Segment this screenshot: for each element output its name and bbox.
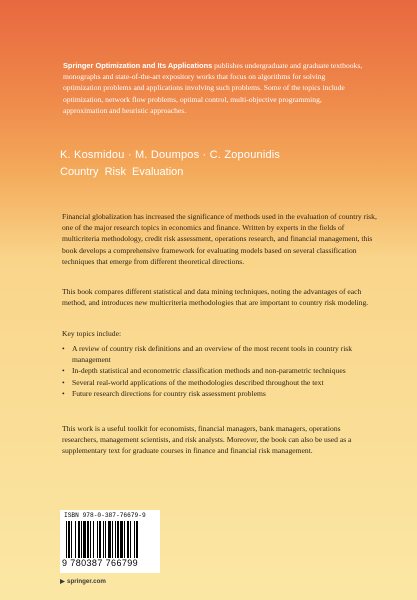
bullet-icon: • [62,377,65,387]
authors-line: K. Kosmidou · M. Doumpos · C. Zopounidis [60,149,281,161]
publisher-link[interactable] [60,578,106,585]
list-item [62,343,382,365]
ean-number: 9 780387 766799 [62,558,139,568]
barcode-icon [66,521,154,558]
description-paragraph-1: Financial globalization has increased the significance of methods used in the evaluation of country risk, one of the major research topics in economics and finance. Written by experts in the fields of multicriteria methodology, credit risk assessment, operations research, and financial management, this book develops a comprehensive framework for evaluating models based on several classification techniques that emerge from different theoretical directions. [62,212,377,266]
list-item [62,365,382,376]
publisher-url: springer.com [67,578,106,585]
list-item [62,388,382,399]
bullet-icon: • [62,344,65,353]
barcode-label [60,510,160,573]
topic-text: In-depth statistical and econometric classification methods and non-parametric techniques [72,366,346,376]
series-blurb [63,60,363,116]
description-paragraph-4: This work is a useful toolkit for economists, financial managers, bank managers, operations researchers, management scientists, and risk analysts. Moreover, the book can also be used as a supplementary text for graduate courses in finance and financial risk management. [62,424,352,456]
isbn-number: ISBN 978-0-387-76679-9 [64,512,146,519]
bullet-icon: • [62,388,65,398]
bullet-icon: • [62,366,65,376]
topic-text: A review of country risk definitions and an overview of the most recent tools in country risk management [72,344,353,365]
list-item [62,377,382,388]
key-topics-heading: Key topics include: [62,329,122,338]
book-title: Country Risk Evaluation [60,166,184,178]
series-description: publishes undergraduate and graduate textbooks, monographs and state-of-the-art expository works that focus on algorithms for solving optimization problems and applications involving such problems. Some of the topics include optimization, network flow problems, optimal control, multi-objective programming, approximation and heuristic approaches. [63,61,363,115]
description-paragraph-2: This book compares different statistical and data mining techniques, noting the advantages of each method, and introduces new multicriteria methodologies that are important to country risk modeling. [62,287,369,308]
topic-text: Future research directions for country risk assessment problems [72,388,266,398]
key-topics-list [62,343,382,399]
series-name: Springer Optimization and Its Applications [63,61,213,70]
arrow-icon [60,579,65,584]
topic-text: Several real-world applications of the methodologies described throughout the text [72,377,324,387]
